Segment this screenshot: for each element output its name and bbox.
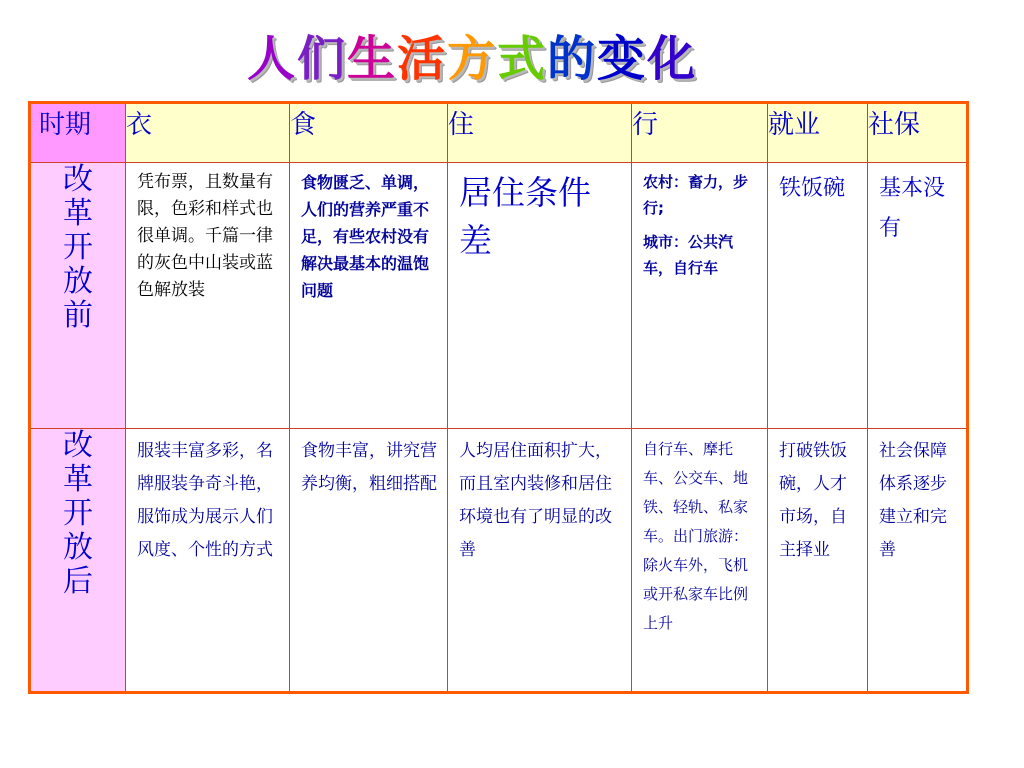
title-char: 化	[647, 30, 698, 87]
header-food: 食	[290, 103, 448, 163]
employment-text: 打破铁饭碗，人才市场，自主择业	[779, 441, 847, 560]
transport-text	[632, 163, 767, 281]
period-cell	[30, 163, 126, 429]
period-cell	[30, 429, 126, 693]
transport-cell	[632, 429, 768, 693]
housing-text: 人均居住面积扩大，而且室内装修和居住环境也有了明显的改善	[459, 441, 612, 560]
housing-cell	[448, 429, 632, 693]
clothing-cell	[126, 429, 290, 693]
period-label: 改革开放前	[63, 162, 93, 333]
title-char: 活	[396, 30, 447, 87]
transport-rural: 农村：畜力，步行;	[643, 173, 749, 217]
employment-cell	[768, 163, 868, 429]
table-header-row	[30, 103, 968, 163]
food-text: 食物丰富，讲究营养均衡，粗细搭配	[301, 441, 437, 494]
transport-cell	[632, 163, 768, 429]
clothing-cell	[126, 163, 290, 429]
housing-cell	[448, 163, 632, 429]
title-char: 们	[296, 30, 347, 87]
clothing-text: 凭布票，且数量有限，色彩和样式也很单调。千篇一律的灰色中山装或蓝色解放装	[137, 172, 273, 300]
clothing-text: 服装丰富多彩，名牌服装争奇斗艳，服饰成为展示人们风度、个性的方式	[137, 441, 273, 560]
title-char: 生	[346, 30, 397, 87]
header-social-security: 社保	[868, 103, 968, 163]
transport-urban: 城市：公共汽车，自行车	[643, 233, 734, 277]
social-security-text: 社会保障体系逐步建立和完善	[879, 441, 947, 560]
social-security-cell	[868, 429, 968, 693]
header-housing: 住	[448, 103, 632, 163]
transport-text: 自行车、摩托车、公交车、地铁、轻轨、私家车。出门旅游：除火车外，飞机或开私家车比例上升	[643, 440, 749, 632]
header-period: 时期	[30, 103, 126, 163]
food-cell	[290, 163, 448, 429]
table-row-before-reform	[30, 163, 968, 429]
header-employment: 就业	[768, 103, 868, 163]
header-transport: 行	[632, 103, 768, 163]
title-char: 的	[547, 30, 598, 87]
title-char: 人	[246, 30, 297, 87]
employment-cell	[768, 429, 868, 693]
food-text: 食物匮乏、单调，人们的营养严重不足，有些农村没有解决最基本的温饱问题	[301, 173, 430, 300]
table-row-after-reform	[30, 429, 968, 693]
header-clothing: 衣	[126, 103, 290, 163]
page-title	[246, 22, 698, 87]
lifestyle-change-table	[28, 101, 969, 694]
housing-text: 居住条件差	[459, 173, 591, 260]
social-security-text: 基本没有	[879, 176, 946, 241]
employment-text: 铁饭碗	[779, 176, 846, 201]
social-security-cell	[868, 163, 968, 429]
food-cell	[290, 429, 448, 693]
title-char: 式	[497, 30, 548, 87]
title-char: 方	[447, 30, 498, 87]
title-char: 变	[597, 30, 648, 87]
period-label: 改革开放后	[63, 428, 93, 599]
